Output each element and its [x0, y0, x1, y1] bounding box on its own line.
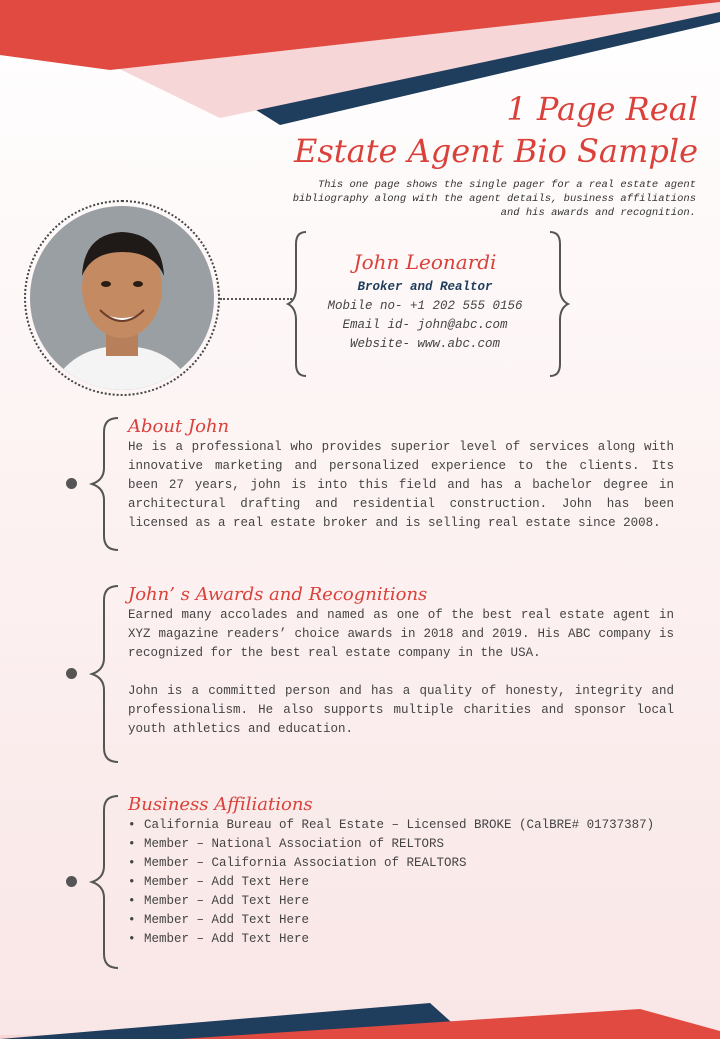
awards-paragraph-1: Earned many accolades and named as one of the best real estate agent in XYZ magazine readers’ choice awards in 2018 and 2019. His ABC company is recognized for the best real estate company in the USA. [128, 608, 674, 660]
awards-text [128, 606, 674, 739]
about-paragraph: He is a professional who provides superior level of services along with innovative marketing and personalized experience to the clients. Its been 27 years, john is into this field and has a bachelor degree in architectural drafting and residential construction. John has been licensed as a real estate broker and is selling real estate since 2008. [128, 440, 674, 530]
agent-email: Email id- john@abc.com [342, 318, 508, 332]
awards-bullet-dot [66, 668, 77, 679]
awards-paragraph-2: John is a committed person and has a quality of honesty, integrity and professionalism. He also supports multiple charities and sponsor local youth athletics and education. [128, 684, 674, 736]
agent-name: John Leonardi [353, 250, 497, 274]
title-line-1: 1 Page Real [506, 90, 698, 128]
awards-heading: John’ s Awards and Recognitions [128, 584, 428, 605]
footer-banner-graphic [0, 999, 720, 1039]
affiliations-list [128, 816, 674, 949]
affiliations-section [60, 794, 680, 970]
title-line-2: Estate Agent Bio Sample [293, 132, 698, 170]
list-item: • Member – Add Text Here [128, 892, 674, 911]
agent-photo [30, 206, 214, 390]
list-item: • Member – Add Text Here [128, 873, 674, 892]
affiliations-bullet-dot [66, 876, 77, 887]
about-text [128, 438, 674, 533]
about-section [60, 416, 680, 552]
agent-role: Broker and Realtor [357, 280, 493, 294]
affiliations-heading: Business Affiliations [128, 794, 313, 815]
list-item: • California Bureau of Real Estate – Licensed BROKE (CalBRE# 01737387) [128, 816, 674, 835]
contact-card [300, 246, 550, 354]
page-title [178, 88, 698, 172]
affiliations-list-wrap [128, 816, 674, 949]
list-item: • Member – California Association of REALTORS [128, 854, 674, 873]
agent-mobile: Mobile no- +1 202 555 0156 [327, 299, 523, 313]
agent-portrait-icon [30, 206, 214, 390]
about-heading: About John [128, 416, 230, 437]
awards-section [60, 584, 680, 764]
list-item: • Member – Add Text Here [128, 911, 674, 930]
list-item: • Member – Add Text Here [128, 930, 674, 949]
photo-connector-line [220, 298, 292, 300]
agent-website: Website- www.abc.com [349, 337, 501, 351]
about-bullet-dot [66, 478, 77, 489]
list-item: • Member – National Association of RELTORS [128, 835, 674, 854]
page-subtitle: This one page shows the single pager for a real estate agent bibliography along with the agent details, business affiliations and his awards and recognition. [292, 179, 696, 219]
